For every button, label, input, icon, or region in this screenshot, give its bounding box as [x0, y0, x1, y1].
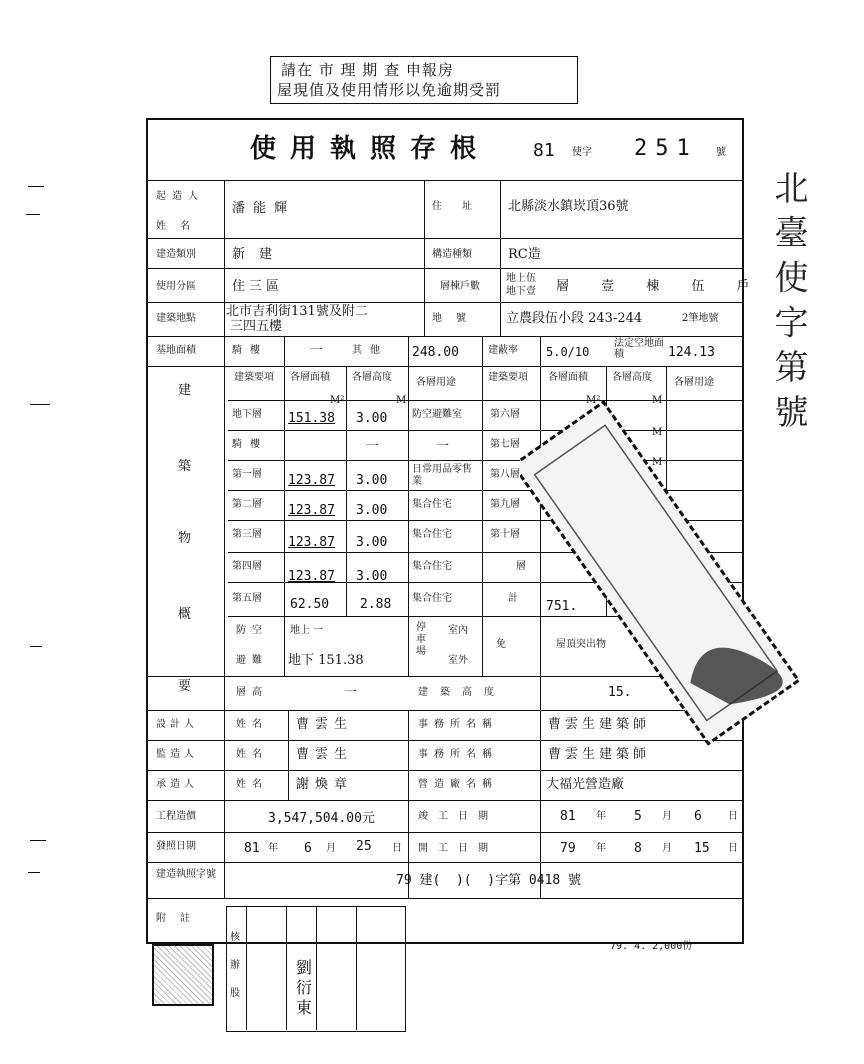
supervisor-name: 曹雲生: [296, 747, 354, 762]
rule: [146, 268, 742, 269]
label-zoning: 使用分區: [156, 281, 196, 292]
label-contractor-name: 姓名: [236, 779, 268, 790]
label-supervisor-office: 事務所名稱: [418, 749, 498, 760]
open-space: 124.13: [668, 345, 715, 360]
contractor-name: 謝煥章: [296, 777, 354, 792]
rule: [146, 832, 742, 833]
label-issue-date: 發照日期: [156, 841, 196, 852]
margin-mark: [28, 186, 44, 187]
label-designer-name: 姓名: [236, 719, 268, 730]
floor-height: 一: [366, 439, 380, 454]
floor-use: 集合住宅: [412, 499, 452, 510]
label-designer: 設計人: [156, 719, 198, 730]
label-structure: 構造種類: [432, 249, 472, 260]
floor-name: 第四層: [232, 561, 262, 572]
total-area: 751.: [546, 599, 578, 614]
layer-height: 一: [344, 685, 358, 700]
label-floor-area-right: 各層面積: [548, 372, 588, 383]
rule: [424, 180, 425, 336]
issue-month: 6: [304, 841, 312, 856]
label-evacuation: 避難: [236, 655, 268, 666]
issue-month-unit: 月: [326, 843, 336, 854]
cost: 3,547,504.00元: [268, 811, 375, 826]
section-summary: 概: [178, 607, 192, 622]
label-civil-defense: 防空: [236, 625, 268, 636]
section-object: 物: [178, 531, 192, 546]
unit-m: M: [652, 427, 663, 438]
side-stamp-text: 北 臺 使 字 第 號: [768, 170, 808, 429]
label-supervisor: 監造人: [156, 749, 198, 760]
notice-stamp: [270, 56, 578, 104]
designer-name: 曹雲生: [296, 717, 354, 732]
permit-number: 79 建( )( )字第 0418 號: [396, 873, 582, 888]
label-indoor: 室內: [448, 625, 468, 636]
label-site-area: 基地面積: [156, 345, 196, 356]
label-total: 計: [508, 593, 518, 604]
notice-line-1: 請在 市 理 期 查 申報房: [281, 61, 454, 79]
start-month-unit: 月: [662, 843, 672, 854]
rule: [146, 366, 742, 367]
title-year: 81: [533, 140, 555, 161]
label-floors-units: 層棟戶數: [440, 281, 480, 292]
label-cost: 工程造價: [156, 811, 196, 822]
rule: [146, 898, 742, 899]
defense-above: 地上 一: [290, 625, 324, 636]
floor-name-right: 第八層: [490, 469, 520, 480]
label-floor-use: 各層用途: [416, 377, 456, 388]
floor-name-right: 第十層: [490, 529, 520, 540]
contractor-factory: 大福光營造廠: [546, 777, 625, 792]
site-address-2: 三四五樓: [230, 319, 283, 334]
label-permit-no: 建造執照字號: [156, 869, 216, 880]
unit-m2: M²: [330, 395, 345, 406]
rule: [288, 710, 289, 800]
zoning: 住三區: [232, 279, 284, 294]
issue-day-unit: 日: [392, 843, 402, 854]
arcade-area: 一: [310, 343, 324, 358]
floor-height: 3.00: [356, 569, 388, 584]
rule: [146, 336, 742, 337]
signature: 劉衍東: [296, 958, 313, 1017]
floor-area: 123.87: [288, 503, 335, 518]
issue-year-unit: 年: [268, 843, 278, 854]
label-roof: 屋頂突出物: [556, 639, 606, 650]
rule: [246, 906, 247, 1030]
coverage: 5.0/10: [546, 345, 590, 359]
floor-name: 騎樓: [232, 439, 268, 450]
notice-line-2: 屋現值及使用情形以免逾期受罰: [277, 81, 502, 99]
label-designer-office: 事務所名稱: [418, 719, 498, 730]
label-site-address: 建築地點: [156, 313, 196, 324]
completion-year: 81: [560, 809, 576, 824]
land-no-extra: 2筆地號: [682, 313, 719, 324]
title-suffix: 號: [716, 147, 726, 158]
builder-address: 北縣淡水鎮崁頂36號: [508, 199, 629, 214]
rule: [146, 302, 742, 303]
floor-use: 集合住宅: [412, 593, 452, 604]
floor-area: 123.87: [288, 569, 335, 584]
label-building-height: 建築高度: [418, 687, 506, 698]
label-coverage: 建蔽率: [488, 345, 518, 356]
floor-name-right: 第九層: [490, 499, 520, 510]
label-parking: 停車場: [416, 622, 426, 657]
structure: RC造: [508, 247, 541, 262]
floor-area: 123.87: [288, 473, 335, 488]
supervisor-office: 曹雲生建築師: [548, 747, 651, 762]
floor-name: 第二層: [232, 499, 262, 510]
other-area: 248.00: [412, 345, 459, 360]
label-outdoor: 室外: [448, 655, 468, 666]
label-start: 開工日期: [418, 843, 498, 854]
margin-mark: [30, 404, 50, 405]
margin-mark: [30, 646, 42, 647]
label-build-type: 建造類別: [156, 249, 196, 260]
floor-use: 集合住宅: [412, 561, 452, 572]
builder-name: 潘能輝: [232, 201, 296, 216]
floor-name: 地下層: [232, 409, 262, 420]
defense-below: 地下 151.38: [288, 653, 364, 668]
rule: [500, 180, 501, 336]
label-builder: 起造人: [156, 191, 204, 202]
section-build: 建: [178, 383, 192, 398]
floor-name-right: 層: [516, 561, 526, 572]
label-floor-height-right: 各層高度: [612, 372, 652, 383]
floor-use: 日常用品零售業: [412, 464, 472, 487]
rule: [146, 180, 742, 181]
floor-name-right: 第七層: [490, 439, 520, 450]
label-supervisor-name: 姓名: [236, 749, 268, 760]
floor-height: 3.00: [356, 503, 388, 518]
building-height: 15.: [608, 685, 632, 700]
floor-area: 151.38: [288, 411, 335, 426]
section-summary-2: 要: [178, 679, 192, 694]
floor-name: 第五層: [232, 593, 262, 604]
floor-area: 62.50: [290, 597, 330, 612]
unit-m: M: [652, 457, 663, 468]
label-floor-height: 各層高度: [352, 372, 392, 383]
label-floor-col: 建築要項: [234, 372, 274, 383]
rule: [346, 366, 347, 616]
completion-month-unit: 月: [662, 811, 672, 822]
rule: [482, 336, 483, 676]
floor-name: 第三層: [232, 529, 262, 540]
floor-use: 防空避難室: [412, 409, 462, 420]
build-type: 新建: [232, 247, 287, 262]
label-address: 住址: [432, 201, 492, 212]
official-seal: [152, 944, 214, 1006]
floor-use: 一: [436, 439, 450, 454]
unit-m: M: [396, 395, 407, 406]
rule: [316, 906, 317, 1030]
rule: [146, 862, 742, 863]
margin-mark: [26, 214, 40, 215]
title-number: 251: [634, 136, 698, 161]
floor-height: 2.88: [360, 597, 392, 612]
floor-area: 123.87: [288, 535, 335, 550]
rule: [356, 906, 357, 1030]
label-open-space: 法定空地面積: [614, 338, 664, 360]
label-remarks: 附註: [156, 913, 204, 924]
label-land-no: 地號: [432, 313, 480, 324]
label-contractor-factory: 營造廠名稱: [418, 779, 498, 790]
title-type: 使字: [572, 147, 592, 158]
rule: [224, 180, 225, 898]
margin-mark: [28, 872, 40, 873]
issue-year: 81: [244, 841, 260, 856]
issue-day: 25: [356, 839, 372, 854]
floors-units-text: 層 壹 棟 伍 戶: [556, 279, 764, 294]
label-other: 其他: [352, 345, 388, 356]
margin-mark: [30, 840, 46, 841]
completion-month: 5: [634, 809, 642, 824]
label-name: 姓名: [156, 221, 204, 232]
floor-use: 集合住宅: [412, 529, 452, 540]
unit-m2: M²: [586, 395, 601, 406]
section-build-2: 築: [178, 459, 192, 474]
parking-outdoor: 免: [496, 639, 506, 650]
floor-name: 第一層: [232, 469, 262, 480]
start-year: 79: [560, 841, 576, 856]
start-day: 15: [694, 841, 710, 856]
label-floor-col-right: 建築要項: [488, 372, 528, 383]
start-day-unit: 日: [728, 843, 738, 854]
floor-height: 3.00: [356, 411, 388, 426]
designer-office: 曹雲生建築師: [548, 717, 651, 732]
remarks-stamp-labels: 核 辦 股: [230, 932, 240, 999]
completion-day-unit: 日: [728, 811, 738, 822]
unit-m: M: [652, 395, 663, 406]
label-contractor: 承造人: [156, 779, 198, 790]
start-year-unit: 年: [596, 843, 606, 854]
rule: [408, 336, 409, 676]
label-floor-area: 各層面積: [290, 372, 330, 383]
print-note: 79. 4. 2,000份: [610, 941, 693, 952]
rule: [146, 770, 742, 771]
label-layer-height: 層高: [236, 687, 268, 698]
start-month: 8: [634, 841, 642, 856]
floor-height: 3.00: [356, 535, 388, 550]
form-title: 使用執照存根: [250, 134, 491, 164]
rule: [146, 800, 742, 801]
label-floor-use-right: 各層用途: [674, 377, 714, 388]
completion-day: 6: [694, 809, 702, 824]
label-arcade: 騎樓: [232, 345, 268, 356]
land-no: 立農段伍小段 243-244: [506, 311, 643, 326]
label-completion: 竣工日期: [418, 811, 498, 822]
rule: [146, 238, 742, 239]
completion-year-unit: 年: [596, 811, 606, 822]
floors-count: 地上伍 地下壹: [506, 273, 536, 297]
rule: [408, 710, 409, 898]
site-address-1: 北市吉利街131號及附二: [226, 304, 368, 319]
floor-height: 3.00: [356, 473, 388, 488]
rule: [284, 336, 285, 676]
rule: [286, 906, 287, 1030]
floor-name-right: 第六層: [490, 409, 520, 420]
